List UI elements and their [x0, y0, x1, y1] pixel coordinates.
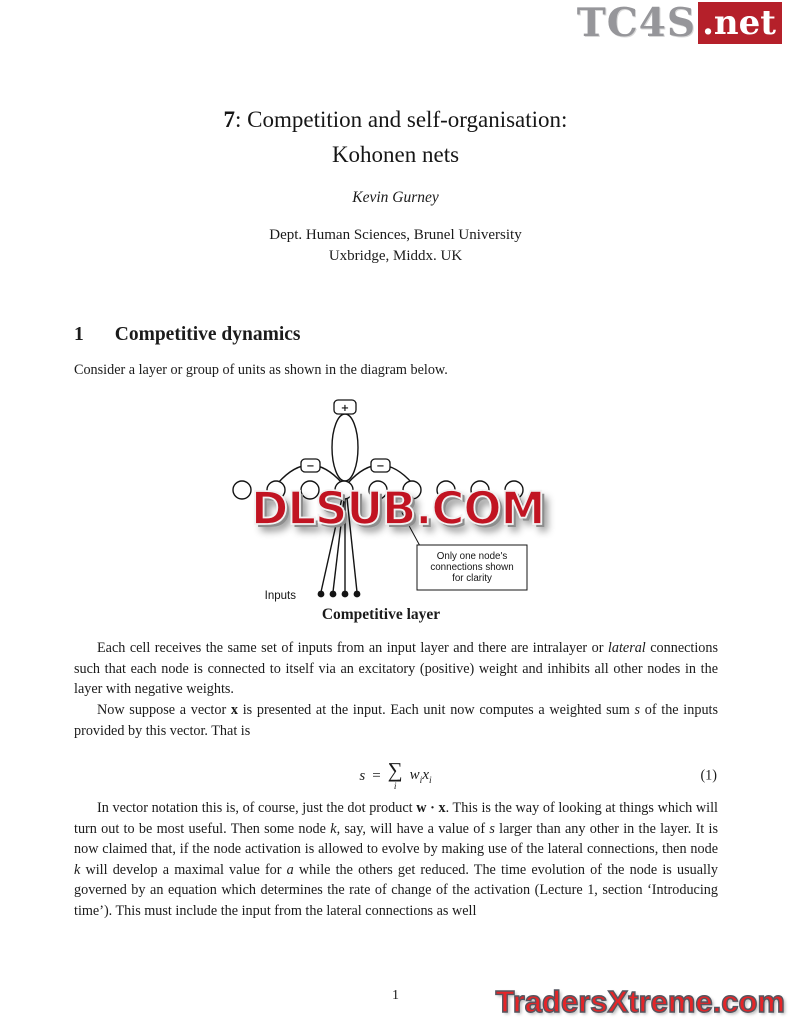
equation-lhs: s	[359, 767, 366, 784]
equation-equals: =	[372, 767, 381, 784]
section-number: 1	[74, 324, 84, 345]
affiliation-line2: Uxbridge, Middx. UK	[328, 248, 463, 264]
svg-text:for clarity: for clarity	[452, 573, 492, 584]
watermark-tradersxtreme: TradersXtreme.com	[495, 984, 785, 1019]
minus-weight-badge-right	[371, 459, 390, 472]
equation-number: (1)	[700, 767, 717, 784]
watermark-tc4s	[577, 2, 782, 44]
section-title: Competitive dynamics	[114, 324, 301, 345]
self-excitation-loop	[332, 414, 358, 481]
title-text: : Competition and self-organisation:	[235, 107, 568, 132]
minus-weight-badge-left	[301, 459, 320, 472]
watermark-dlsub: DLSUB.COM	[251, 482, 545, 535]
equation-body	[74, 756, 717, 796]
page-title-line1	[0, 102, 791, 137]
summation-symbol: ∑ i	[387, 757, 403, 792]
page-number: 1	[392, 988, 399, 1003]
svg-text:+: +	[340, 403, 350, 414]
paragraph-intro: Consider a layer or group of units as shown in the diagram below.	[74, 362, 448, 378]
affiliation	[0, 225, 791, 267]
figure-caption: Competitive layer	[321, 606, 441, 623]
inputs-label: Inputs	[264, 590, 296, 602]
plus-weight-badge	[334, 400, 356, 414]
paragraph-lateral-connections: Each cell receives the same set of inputs from an input layer and there are intralayer or lateral connections such that each node is connected to itself via an excitatory (positive) weight and inhibits all other nodes in the layer with negative weights.	[74, 640, 719, 698]
section-heading	[74, 324, 301, 346]
equation-terms: $w_ix_i$	[409, 766, 432, 786]
watermark-tc4s-text: TC4S	[576, 0, 697, 46]
svg-text:connections shown: connections shown	[430, 562, 514, 573]
paragraph-vector-notation: In vector notation this is, of course, just the dot product w · x. This is the way of looking at things which will turn out to be most useful. Then some node k, say, will have a value of s larger than any other in the layer. It is now claimed that, if the node activation is allowed to evolve by making use of the lateral connections, then node k will develop a maximal value for a while the others get reduced. The time evolution of the node is usually governed by an equation which determines the rate of change of the activation (Lecture 1, section ‘Introducing time’). This must include the input from the lateral connections as well	[74, 800, 718, 919]
affiliation-line1: Dept. Human Sciences, Brunel University	[269, 227, 522, 243]
lecture-number: 7	[223, 107, 236, 132]
author-name: Kevin Gurney	[352, 189, 439, 206]
svg-text:−: −	[306, 461, 315, 472]
svg-text:Only one node's: Only one node's	[436, 551, 508, 562]
equation-1	[74, 756, 717, 796]
title-block	[0, 102, 791, 267]
page-title-line2: Kohonen nets	[331, 142, 460, 167]
paragraph-weighted-sum: Now suppose a vector x is presented at the input. Each unit now computes a weighted sum s of the inputs provided by this vector. That is	[74, 702, 718, 739]
watermark-tc4s-net-badge: .net	[698, 2, 782, 44]
svg-text:−: −	[376, 461, 385, 472]
